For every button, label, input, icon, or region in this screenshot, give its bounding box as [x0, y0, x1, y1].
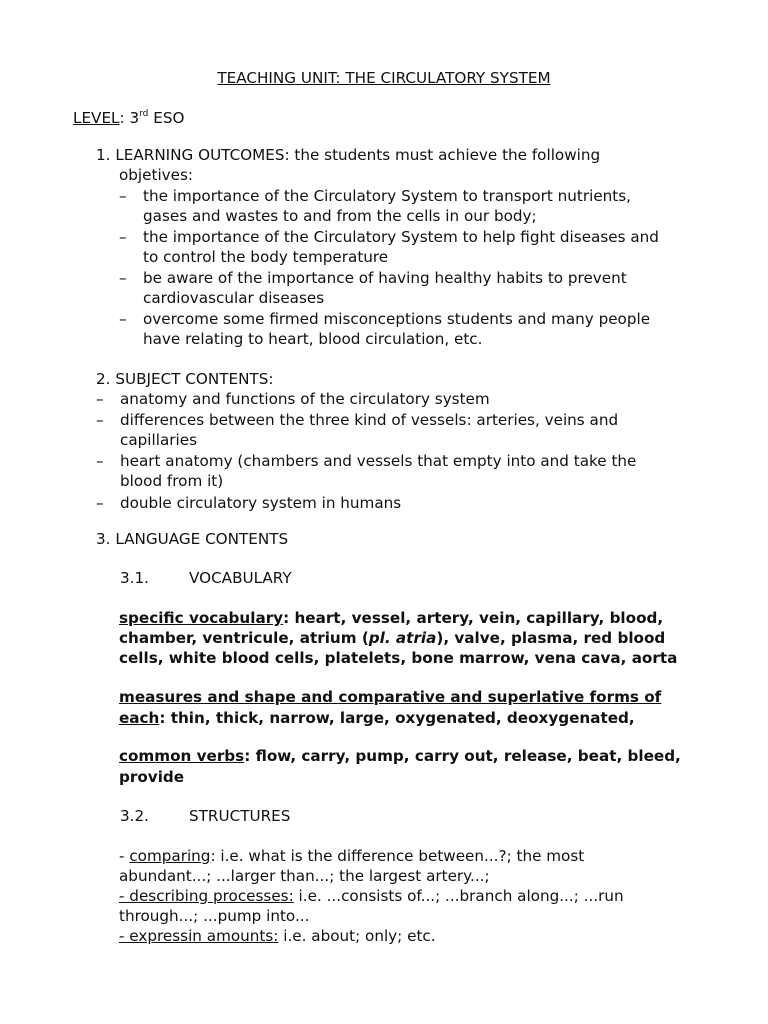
- list-dash: –: [119, 310, 127, 328]
- structures-line-1: [119, 846, 584, 866]
- level-value-sup: rd: [139, 108, 149, 119]
- outcome-item-4-cont: have relating to heart, blood circulation, etc.: [143, 330, 483, 348]
- document-title: TEACHING UNIT: THE CIRCULATORY SYSTEM: [217, 69, 551, 87]
- list-dash: –: [96, 411, 104, 429]
- measures-label: measures and shape and comparative and superlative forms of: [119, 688, 662, 706]
- level-value-num: 3: [129, 109, 140, 127]
- specific-vocabulary-line-3: cells, white blood cells, platelets, bone marrow, vena cava, aorta: [119, 649, 678, 667]
- structures-text: : i.e. what is the difference between...?; the most: [210, 847, 585, 865]
- outcome-item-3: be aware of the importance of having healthy habits to prevent: [143, 269, 627, 287]
- structures-line-4: through...; ...pump into...: [119, 907, 310, 925]
- level-label: LEVEL: [73, 109, 120, 127]
- specific-vocabulary-text: : heart, vessel, artery, vein, capillary, blood,: [283, 609, 664, 627]
- content-item-1: anatomy and functions of the circulatory system: [120, 390, 490, 408]
- content-item-4: double circulatory system in humans: [120, 494, 402, 512]
- level-colon: :: [119, 109, 125, 127]
- expressing-amounts-label: - expressin amounts:: [119, 927, 279, 945]
- list-dash: –: [96, 390, 104, 408]
- list-dash: –: [119, 228, 127, 246]
- structures-line-2: abundant...; ...larger than...; the largest artery...;: [119, 867, 490, 885]
- outcome-item-3-cont: cardiovascular diseases: [143, 289, 325, 307]
- subsection-31-title: VOCABULARY: [189, 569, 292, 587]
- section2-heading: 2. SUBJECT CONTENTS:: [96, 370, 274, 388]
- outcome-item-2-cont: to control the body temperature: [143, 248, 389, 266]
- section3-heading: 3. LANGUAGE CONTENTS: [96, 530, 289, 548]
- subsection-32-title: STRUCTURES: [189, 807, 291, 825]
- measures-line-2: [119, 708, 635, 728]
- content-item-2: differences between the three kind of vessels: arteries, veins and: [120, 411, 619, 429]
- section1-heading: 1. LEARNING OUTCOMES: the students must achieve the following: [96, 146, 601, 164]
- specific-vocabulary-line-2: [119, 628, 665, 648]
- specific-vocabulary-text: chamber, ventricule, atrium (: [119, 629, 369, 647]
- measures-label-cont: each: [119, 709, 160, 727]
- structures-text: i.e. ...consists of...; ...branch along...; ...run: [293, 887, 624, 905]
- comparing-label: comparing: [129, 847, 211, 865]
- outcome-item-4: overcome some firmed misconceptions students and many people: [143, 310, 651, 328]
- list-dash: –: [119, 269, 127, 287]
- structures-line-5: [119, 926, 436, 946]
- structures-prefix: -: [119, 847, 130, 865]
- outcome-item-1: the importance of the Circulatory System to transport nutrients,: [143, 187, 631, 205]
- list-dash: –: [96, 494, 104, 512]
- structures-text: i.e. about; only; etc.: [278, 927, 436, 945]
- subsection-31-number: 3.1.: [120, 569, 149, 587]
- specific-vocabulary-text: ), valve, plasma, red blood: [436, 629, 666, 647]
- outcome-item-1-cont: gases and wastes to and from the cells in our body;: [143, 207, 537, 225]
- common-verbs-label: common verbs: [119, 747, 245, 765]
- outcome-item-2: the importance of the Circulatory System to help fight diseases and: [143, 228, 659, 246]
- specific-vocabulary-label: specific vocabulary: [119, 609, 284, 627]
- list-dash: –: [96, 452, 104, 470]
- common-verbs-line-2: provide: [119, 768, 185, 786]
- subsection-32-number: 3.2.: [120, 807, 149, 825]
- level-line: [73, 108, 184, 128]
- measures-text: : thin, thick, narrow, large, oxygenated, deoxygenated,: [159, 709, 635, 727]
- common-verbs-text: : flow, carry, pump, carry out, release, beat, bleed,: [244, 747, 681, 765]
- specific-vocabulary-line-1: [119, 608, 663, 628]
- level-value-rest: ESO: [148, 109, 185, 127]
- describing-processes-label: - describing processes:: [119, 887, 294, 905]
- section1-heading-cont: objetives:: [119, 166, 194, 184]
- common-verbs-line-1: [119, 746, 681, 766]
- list-dash: –: [119, 187, 127, 205]
- content-item-2-cont: capillaries: [120, 431, 197, 449]
- content-item-3-cont: blood from it): [120, 472, 224, 490]
- structures-line-3: [119, 886, 624, 906]
- content-item-3: heart anatomy (chambers and vessels that empty into and take the: [120, 452, 637, 470]
- plural-note: pl. atria: [368, 629, 437, 647]
